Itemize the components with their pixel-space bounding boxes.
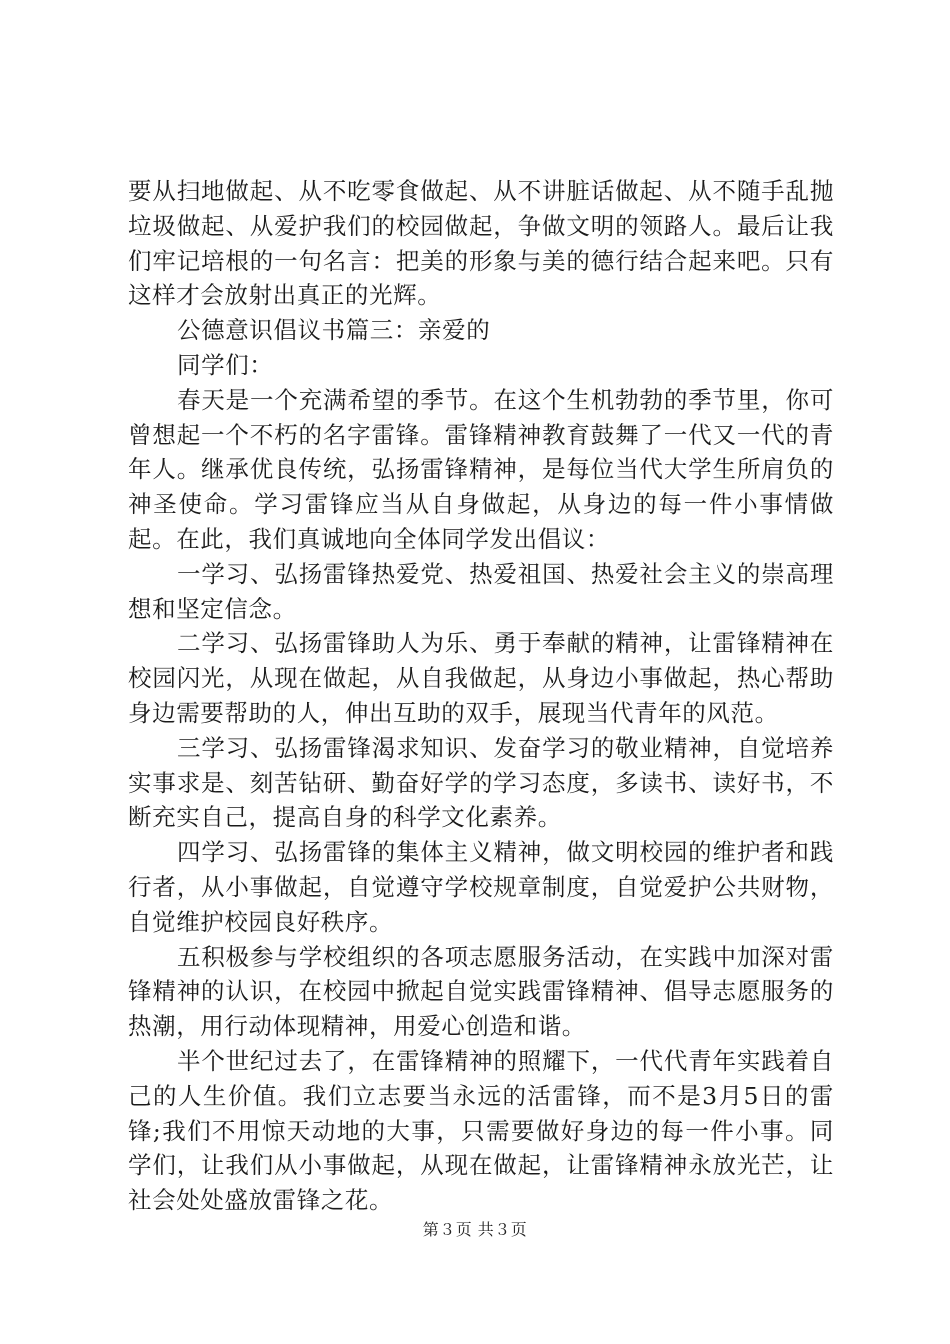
paragraph-closing: 半个世纪过去了，在雷锋精神的照耀下，一代代青年实践着自己的人生价值。我们立志要当永远的活雷锋，而不是3月5日的雷锋;我们不用惊天动地的大事，只需要做好身边的每一件小事。同学们，让我们从小事做起，从现在做起，让雷锋精神永放光芒，让社会处处盛放雷锋之花。: [128, 1046, 834, 1215]
paragraph-continuation: 要从扫地做起、从不吃零食做起、从不讲脏话做起、从不随手乱抛垃圾做起、从爱护我们的校园做起，争做文明的领路人。最后让我们牢记培根的一句名言：把美的形象与美的德行结合起来吧。只有这样才会放射出真正的光辉。: [128, 177, 834, 310]
proposal-item-3: 三学习、弘扬雷锋渴求知识、发奋学习的敬业精神，自觉培养实事求是、刻苦钻研、勤奋好学的学习态度，多读书、读好书，不断充实自己，提高自身的科学文化素养。: [128, 733, 834, 832]
document-body: [128, 174, 834, 1218]
proposal-item-1: 一学习、弘扬雷锋热爱党、热爱祖国、热爱社会主义的崇高理想和坚定信念。: [128, 559, 834, 623]
page-number: 第３页 共３页: [422, 1220, 528, 1239]
paragraph-intro: 春天是一个充满希望的季节。在这个生机勃勃的季节里，你可曾想起一个不朽的名字雷锋。雷锋精神教育鼓舞了一代又一代的青年人。继承优良传统，弘扬雷锋精神，是每位当代大学生所肩负的神圣使命。学习雷锋应当从自身做起，从身边的每一件小事情做起。在此，我们真诚地向全体同学发出倡议：: [128, 385, 834, 553]
proposal-item-5: 五积极参与学校组织的各项志愿服务活动，在实践中加深对雷锋精神的认识，在校园中掀起自觉实践雷锋精神、倡导志愿服务的热潮，用行动体现精神，用爱心创造和谐。: [128, 942, 834, 1041]
proposal-item-4: 四学习、弘扬雷锋的集体主义精神，做文明校园的维护者和践行者，从小事做起，自觉遵守学校规章制度，自觉爱护公共财物，自觉维护校园良好秩序。: [128, 838, 834, 936]
proposal-item-2: 二学习、弘扬雷锋助人为乐、勇于奉献的精神，让雷锋精神在校园闪光，从现在做起，从自我做起，从身边小事做起，热心帮助身边需要帮助的人，伸出互助的双手，展现当代青年的风范。: [128, 629, 834, 727]
section-heading: 公德意识倡议书篇三：亲爱的: [177, 316, 491, 345]
salutation: 同学们：: [177, 350, 274, 379]
page-footer: [0, 1217, 950, 1240]
